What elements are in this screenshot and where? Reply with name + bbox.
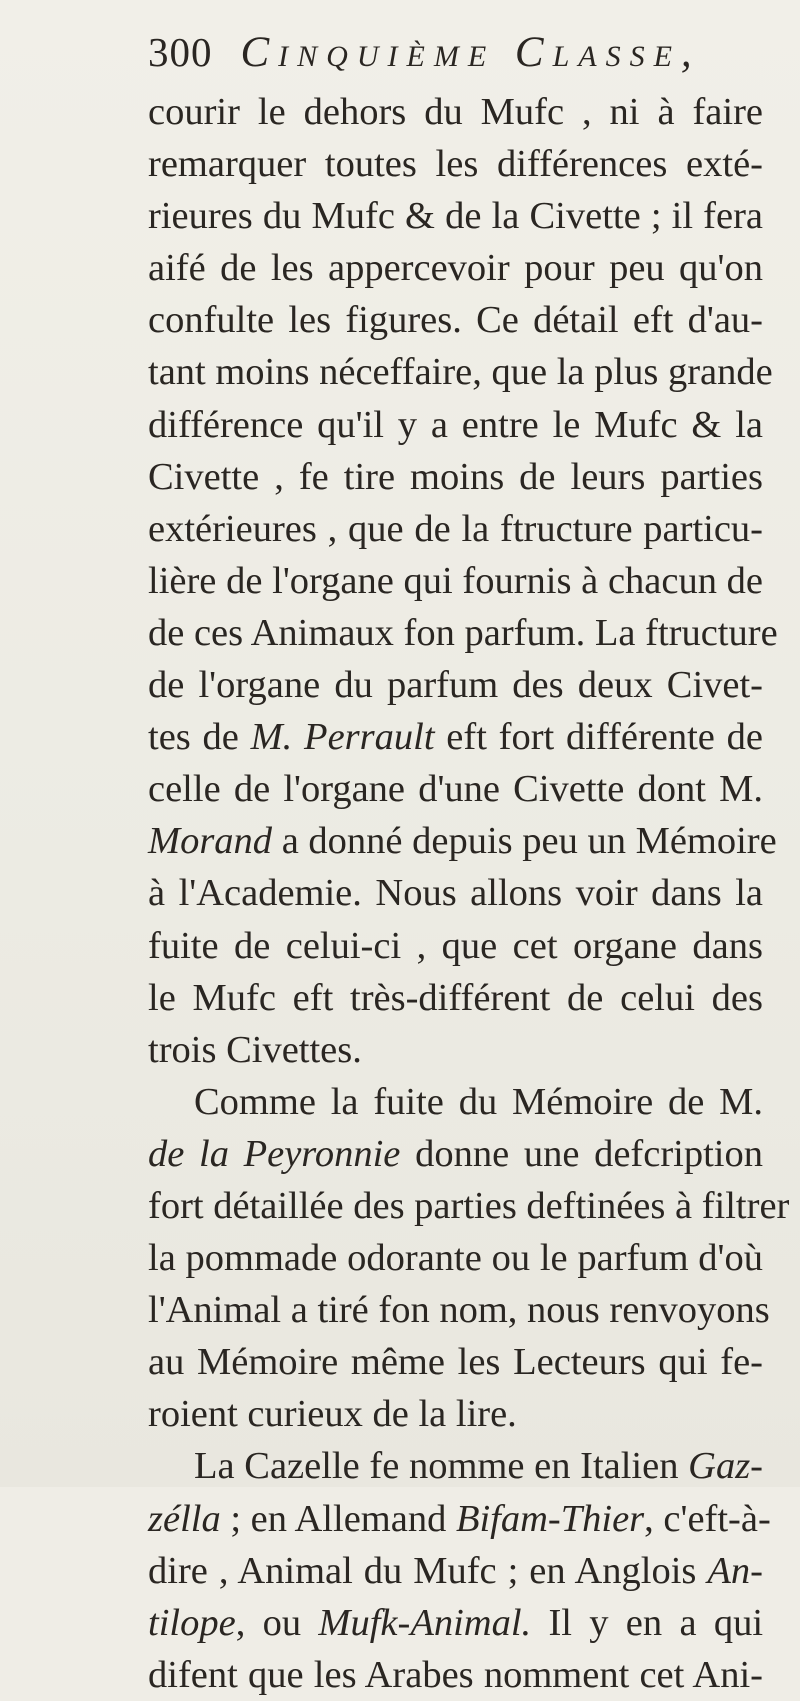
text-run: de l'organe du parfum des deux Civet- <box>148 664 763 707</box>
text-run: ; en Allemand <box>220 1497 456 1540</box>
text-line <box>148 1076 763 1128</box>
text-line <box>148 1180 790 1232</box>
text-line <box>148 190 763 242</box>
text-run: eft fort différente de <box>434 716 763 759</box>
text-line <box>148 1024 763 1076</box>
text-run: à l'Academie. Nous allons voir dans la <box>148 872 763 915</box>
text-run: , ou <box>235 1601 319 1644</box>
text-run: tant moins néceffaire, que la plus grande <box>148 351 773 394</box>
text-run: , c'eft-à- <box>644 1497 771 1540</box>
italic-text: de la Peyronnie <box>148 1132 401 1175</box>
text-line <box>148 451 763 503</box>
text-line <box>148 1493 771 1545</box>
text-line <box>148 972 763 1024</box>
text-line <box>148 1545 763 1597</box>
text-line <box>148 346 773 398</box>
text-run: Civette , fe tire moins de leurs parties <box>148 455 763 498</box>
text-run: différence qu'il y a entre le Mufc & la <box>148 403 763 446</box>
text-line <box>148 1336 763 1388</box>
text-line <box>148 1649 763 1701</box>
text-run: fuite de celui-ci , que cet organe dans <box>148 924 763 967</box>
text-run: Il y en a qui <box>531 1601 764 1644</box>
text-run: le Mufc eft très-différent de celui des <box>148 976 763 1019</box>
italic-text: An- <box>707 1549 763 1592</box>
text-line <box>148 1388 763 1440</box>
text-line <box>148 920 763 972</box>
text-run: rieures du Mufc & de la Civette ; il fera <box>148 195 763 238</box>
text-line <box>148 763 763 815</box>
text-run: fort détaillée des parties deftinées à filtrer <box>148 1184 790 1227</box>
italic-text: Gaz- <box>688 1445 763 1488</box>
italic-text: M. Perrault <box>250 716 435 759</box>
text-run: donne une defcription <box>400 1132 763 1175</box>
text-run: La Cazelle fe nomme en Italien <box>194 1445 689 1488</box>
text-line <box>148 1232 763 1284</box>
text-run: lière de l'organe qui fournis à chacun de <box>148 559 763 602</box>
text-line <box>148 815 777 867</box>
text-line <box>148 1597 763 1649</box>
text-line <box>148 138 763 190</box>
text-line <box>148 242 763 294</box>
page-number: 300 <box>148 29 213 75</box>
text-line <box>148 555 763 607</box>
text-run: confulte les figures. Ce détail eft d'au- <box>148 299 763 342</box>
text-run: la pommade odorante ou le parfum d'où <box>148 1237 763 1280</box>
text-line <box>148 607 778 659</box>
text-run: Comme la fuite du Mémoire de M. <box>194 1080 763 1123</box>
text-line <box>148 867 763 919</box>
text-run: difent que les Arabes nomment cet Ani- <box>148 1653 763 1696</box>
text-line <box>148 503 763 555</box>
body-text <box>148 86 790 1701</box>
text-run: tes de <box>148 716 251 759</box>
text-run: dire , Animal du Mufc ; en Anglois <box>148 1549 708 1592</box>
text-line <box>148 659 763 711</box>
text-line <box>148 399 763 451</box>
italic-text: Bifam-Thier <box>455 1497 645 1540</box>
text-run: au Mémoire même les Lecteurs qui fe- <box>148 1341 763 1384</box>
page-header <box>148 28 758 90</box>
text-run: remarquer toutes les différences exté- <box>148 143 763 186</box>
text-run: courir le dehors du Mufc , ni à faire <box>148 91 763 133</box>
italic-text: Morand <box>148 820 273 863</box>
text-run: l'Animal a tiré fon nom, nous renvoyons <box>148 1289 770 1332</box>
text-run: aifé de les appercevoir pour peu qu'on <box>148 247 763 290</box>
running-head: Cinquième Classe, <box>240 29 701 76</box>
italic-text: zélla <box>148 1497 221 1540</box>
text-line <box>148 711 763 763</box>
text-line <box>148 86 763 138</box>
text-run: roient curieux de la lire. <box>148 1393 517 1436</box>
italic-text: tilope <box>148 1601 236 1644</box>
text-run: trois Civettes. <box>148 1028 362 1071</box>
italic-text: Mufk-Animal. <box>318 1601 532 1644</box>
text-line <box>148 1284 770 1336</box>
text-line <box>148 1128 763 1180</box>
text-line <box>148 1440 763 1492</box>
text-line <box>148 294 763 346</box>
text-run: a donné depuis peu un Mémoire <box>272 820 777 863</box>
text-run: celle de l'organe d'une Civette dont M. <box>148 768 763 811</box>
text-run: de ces Animaux fon parfum. La ftructure <box>148 611 778 654</box>
text-run: extérieures , que de la ftructure particu- <box>148 507 763 550</box>
